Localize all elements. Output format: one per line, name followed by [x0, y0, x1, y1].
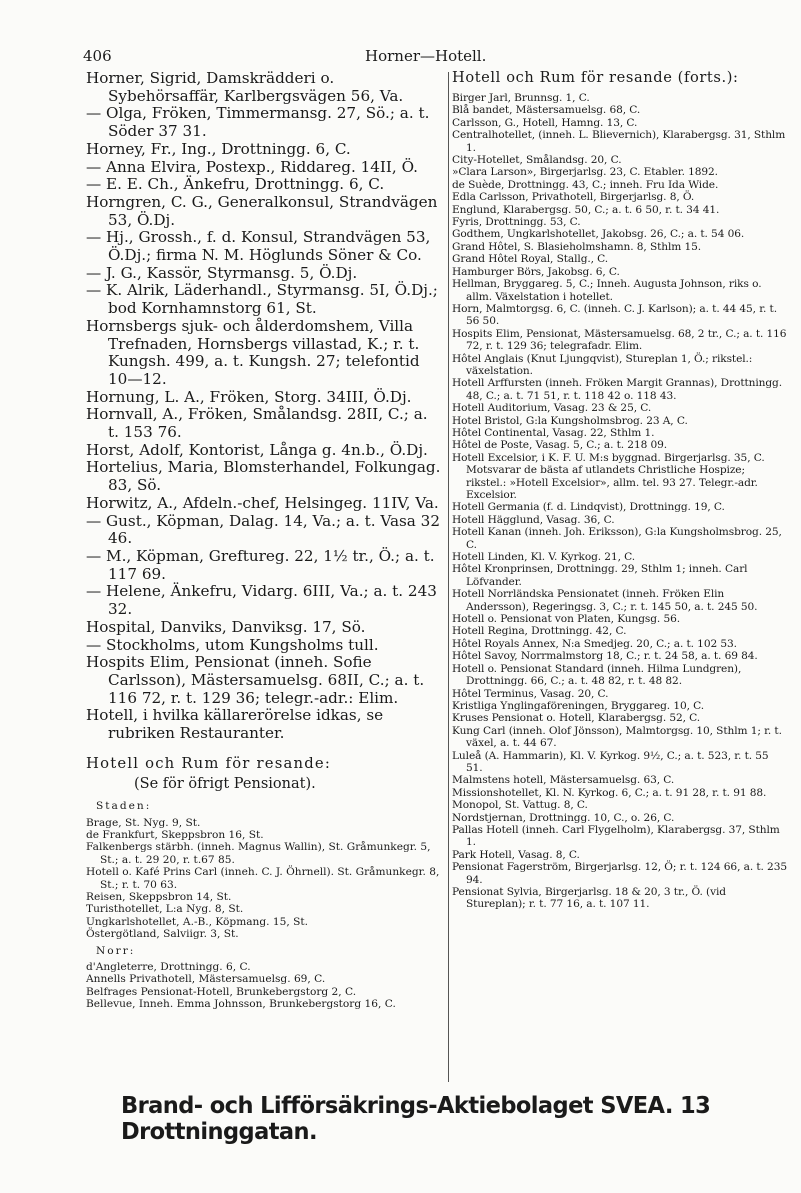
directory-entry: — Olga, Fröken, Timmermansg. 27, Sö.; a. t. Söder 37 31. — [86, 104, 430, 141]
directory-entry: Carlsson, G., Hotell, Hamng. 13, C. — [452, 116, 638, 129]
right-entry-list — [452, 92, 787, 911]
directory-entry: Hotell Germania (f. d. Lindqvist), Drottningg. 19, C. — [452, 501, 725, 514]
directory-entry: Hotel Bristol, G:la Kungsholmsbrog. 23 A, C. — [452, 414, 688, 427]
directory-entry: Hospits Elim, Pensionat, Mästersamuelsg. 68, 2 tr., C.; a. t. 116 72, r. t. 129 36; telegrafadr. Elim. — [452, 327, 787, 353]
directory-entry: Horn, Malmtorgsg. 6, C. (inneh. C. J. Karlson); a. t. 44 45, r. t. 56 50. — [452, 302, 777, 328]
directory-entry: Hotell Norrländska Pensionatet (inneh. Fröken Elin Andersson), Regeringsg. 3, C.; r. t. 145 50, a. t. 245 50. — [452, 588, 758, 613]
left-entry-list — [86, 70, 443, 743]
column-divider — [448, 72, 449, 1082]
directory-entry: Centralhotellet, (inneh. L. Blievernich), Klarabergsg. 31, Sthlm 1. — [452, 129, 786, 154]
directory-entry: Hornsbergs sjuk- och ålderdomshem, Villa Trefnaden, Hornsbergs villastad, K.; r. t. Kungsh. 499, a. t. Kungsh. 27; telefontid 10—12. — [86, 316, 420, 388]
page-header — [83, 47, 783, 67]
staden-label: Staden: — [96, 800, 152, 813]
directory-entry: Hôtel Terminus, Vasag. 20, C. — [452, 687, 609, 700]
directory-entry: Malmstens hotell, Mästersamuelsg. 63, C. — [452, 774, 675, 787]
directory-entry: Östergötland, Salviigr. 3, St. — [86, 928, 239, 941]
directory-entry: Hotell Hägglund, Vasag. 36, C. — [452, 513, 615, 526]
directory-entry: Brage, St. Nyg. 9, St. — [86, 816, 201, 829]
left-column — [86, 70, 443, 1011]
directory-entry: Horst, Adolf, Kontorist, Långa g. 4n.b., Ö.Dj. — [86, 440, 428, 459]
right-column-heading: Hotell och Rum för resande (forts.): — [452, 69, 739, 86]
directory-entry: City-Hotellet, Smålandsg. 20, C. — [452, 154, 622, 167]
directory-entry: Hotell o. Pensionat von Platen, Kungsg. 56. — [452, 613, 681, 626]
staden-group — [86, 800, 443, 1011]
directory-entry: Monopol, St. Vattug. 8, C. — [452, 799, 588, 812]
directory-entry: Hotell Auditorium, Vasag. 23 & 25, C. — [452, 402, 652, 415]
directory-entry: Nordstjernan, Drottningg. 10, C., o. 26, C. — [452, 811, 675, 824]
directory-entry: Annells Privathotell, Mästersamuelsg. 69, C. — [86, 973, 326, 986]
directory-entry: Pallas Hotell (inneh. Carl Flygelholm), Klarabergsg. 37, Sthlm 1. — [452, 823, 780, 849]
directory-entry: Fyris, Drottningg. 53, C. — [452, 216, 581, 229]
directory-entry: Hôtel Kronprinsen, Drottningg. 29, Sthlm 1; inneh. Carl Löfvander. — [452, 563, 748, 588]
directory-entry: Hotell Regina, Drottningg. 42, C. — [452, 625, 627, 638]
directory-entry: — Hj., Grossh., f. d. Konsul, Strandvägen 53, Ö.Dj.; firma N. M. Höglunds Söner & Co. — [86, 228, 431, 265]
directory-entry: Kung Carl (inneh. Olof Jönsson), Malmtorgsg. 10, Sthlm 1; r. t. växel, a. t. 44 67. — [452, 724, 782, 750]
norr-label: Norr: — [96, 944, 136, 957]
directory-entry: Hotell Excelsior, i K. F. U. M:s byggnad. Birgerjarlsg. 35, C. Motsvarar de bästa af utlandets Christliche Hospize; rikstel.: »Hotell Excelsior», allm. tel. 93 27. Telegr.-adr. Excelsior. — [452, 451, 765, 501]
directory-entry: Horwitz, A., Afdeln.-chef, Helsingeg. 11IV, Va. — [86, 493, 439, 512]
directory-entry: Hellman, Bryggareg. 5, C.; Inneh. Augusta Johnson, riks o. allm. Växelstation i hotellet. — [452, 278, 762, 303]
directory-entry: de Frankfurt, Skeppsbron 16, St. — [86, 828, 264, 841]
page-number: 406 — [83, 47, 112, 65]
directory-entry: Bellevue, Inneh. Emma Johnsson, Brunkebergstorg 16, C. — [86, 998, 396, 1011]
directory-entry: d'Angleterre, Drottningg. 6, C. — [86, 961, 251, 973]
directory-entry: Hospital, Danviks, Danviksg. 17, Sö. — [86, 617, 366, 636]
footer-advertisement: Brand- och Lifförsäkrings-Aktiebolaget SVEA. 13 Drottninggatan. — [121, 1093, 711, 1145]
directory-entry: Missionshotellet, Kl. N. Kyrkog. 6, C.; a. t. 91 28, r. t. 91 88. — [452, 786, 767, 799]
directory-entry: Edla Carlsson, Privathotell, Birgerjarlsg. 8, Ö. — [452, 191, 695, 204]
directory-entry: Pensionat Fagerström, Birgerjarlsg. 12, Ö; r. t. 124 66, a. t. 235 94. — [452, 861, 787, 886]
directory-entry: — M., Köpman, Greftureg. 22, 1½ tr., Ö.; a. t. 117 69. — [86, 546, 435, 583]
directory-entry: Hotell Linden, Kl. V. Kyrkog. 21, C. — [452, 551, 636, 564]
directory-entry: Ungkarlshotellet, A.-B., Köpmang. 15, St. — [86, 915, 308, 928]
directory-entry: Hôtel Anglais (Knut Ljungqvist), Stureplan 1, Ö.; rikstel.: växelstation. — [452, 352, 753, 377]
directory-entry: Hôtel de Poste, Vasag. 5, C.; a. t. 218 09. — [452, 439, 668, 452]
directory-entry: Horngren, C. G., Generalkonsul, Strandvägen 53, Ö.Dj. — [86, 192, 438, 229]
directory-entry: Horney, Fr., Ing., Drottningg. 6, C. — [86, 139, 351, 158]
directory-entry: Hotell Kanan (inneh. Joh. Eriksson), G:la Kungsholmsbrog. 25, C. — [452, 526, 782, 551]
directory-entry: Grand Hôtel Royal, Stallg., C. — [452, 253, 609, 266]
directory-entry: Belfrages Pensionat-Hotell, Brunkebergstorg 2, C. — [86, 985, 357, 998]
directory-entry: Falkenbergs stärbh. (inneh. Magnus Wallin), St. Gråmunkegr. 5, St.; a. t. 29 20, r. t.67 85. — [86, 841, 431, 866]
directory-entry: Godthem, Ungkarlshotellet, Jakobsg. 26, C.; a. t. 54 06. — [452, 228, 745, 241]
directory-entry: Hornung, L. A., Fröken, Storg. 34III, Ö.Dj. — [86, 387, 412, 406]
directory-entry: »Clara Larson», Birgerjarlsg. 23, C. Etabler. 1892. — [452, 166, 718, 179]
directory-entry: Hotell o. Kafé Prins Carl (inneh. C. J. Öhrnell). St. Gråmunkegr. 8, St.; r. t. 70 63. — [86, 866, 440, 891]
directory-entry: Hamburger Börs, Jakobsg. 6, C. — [452, 265, 620, 278]
directory-entry: Hôtel Royals Annex, N:a Smedjeg. 20, C.; a. t. 102 53. — [452, 637, 737, 650]
directory-entry: Luleå (A. Hammarin), Kl. V. Kyrkog. 9½, C.; a. t. 523, r. t. 55 51. — [452, 749, 769, 774]
directory-entry: Hortelius, Maria, Blomsterhandel, Folkungag. 83, Sö. — [86, 458, 441, 495]
directory-entry: Hôtel Savoy, Norrmalmstorg 18, C.; r. t. 24 58, a. t. 69 84. — [452, 650, 758, 663]
directory-entry: Hospits Elim, Pensionat (inneh. Sofie Carlsson), Mästersamuelsg. 68II, C.; a. t. 116 72, r. t. 129 36; telegr.-adr.: Elim. — [86, 653, 425, 707]
directory-entry: — Stockholms, utom Kungsholms tull. — [86, 635, 379, 654]
directory-entry: — Anna Elvira, Postexp., Riddareg. 14II, Ö. — [86, 157, 418, 176]
norr-entry-list — [86, 961, 443, 1011]
directory-entry: — K. Alrik, Läderhandl., Styrmansg. 5I, Ö.Dj.; bod Kornhamnstorg 61, St. — [86, 281, 438, 318]
staden-entry-list — [86, 817, 443, 941]
directory-entry: Grand Hôtel, S. Blasieholmshamn. 8, Sthlm 15. — [452, 240, 702, 253]
directory-entry: Kruses Pensionat o. Hotell, Klarabergsg. 52, C. — [452, 712, 701, 725]
directory-entry: — Helene, Änkefru, Vidarg. 6III, Va.; a. t. 243 32. — [86, 582, 437, 619]
directory-entry: Hôtel Continental, Vasag. 22, Sthlm 1. — [452, 426, 655, 439]
running-head: Horner—Hotell. — [365, 47, 487, 65]
directory-entry: Kristliga Ynglingaföreningen, Bryggareg. 10, C. — [452, 699, 705, 712]
directory-entry: Birger Jarl, Brunnsg. 1, C. — [452, 92, 590, 104]
directory-entry: — E. E. Ch., Änkefru, Drottningg. 6, C. — [86, 175, 385, 194]
directory-entry: Hornvall, A., Fröken, Smålandsg. 28II, C.; a. t. 153 76. — [86, 405, 428, 442]
section-title: Hotell och Rum för resande: — [86, 754, 332, 772]
directory-entry: Hotell, i hvilka källarerörelse idkas, se rubriken Restauranter. — [86, 706, 384, 743]
directory-entry: — Gust., Köpman, Dalag. 14, Va.; a. t. Vasa 32 46. — [86, 511, 441, 548]
directory-entry: Horner, Sigrid, Damskrädderi o. Sybehörsaffär, Karlbergsvägen 56, Va. — [86, 69, 404, 105]
directory-entry: Reisen, Skeppsbron 14, St. — [86, 890, 232, 903]
directory-entry: Blå bandet, Mästersamuelsg. 68, C. — [452, 104, 641, 117]
directory-entry: Pensionat Sylvia, Birgerjarlsg. 18 & 20, 3 tr., Ö. (vid Stureplan); r. t. 77 16, a. t. 107 11. — [452, 886, 726, 911]
directory-entry: Englund, Klarabergsg. 50, C.; a. t. 6 50, r. t. 34 41. — [452, 203, 720, 216]
directory-entry: de Suède, Drottningg. 43, C.; inneh. Fru Ida Wide. — [452, 178, 719, 191]
section-subtitle: (Se för öfrigt Pensionat). — [134, 776, 316, 793]
directory-entry: Turisthotellet, L:a Nyg. 8, St. — [86, 903, 244, 916]
directory-entry: Hotell o. Pensionat Standard (inneh. Hilma Lundgren), Drottningg. 66, C.; a. t. 48 82, r. t. 48 82. — [452, 662, 742, 688]
directory-entry: — J. G., Kassör, Styrmansg. 5, Ö.Dj. — [86, 263, 358, 282]
directory-entry: Park Hotell, Vasag. 8, C. — [452, 848, 580, 861]
right-column — [452, 70, 787, 911]
directory-entry: Hotell Arffursten (inneh. Fröken Margit Grannas), Drottningg. 48, C.; a. t. 71 51, r. t. 118 42 o. 118 43. — [452, 377, 782, 402]
